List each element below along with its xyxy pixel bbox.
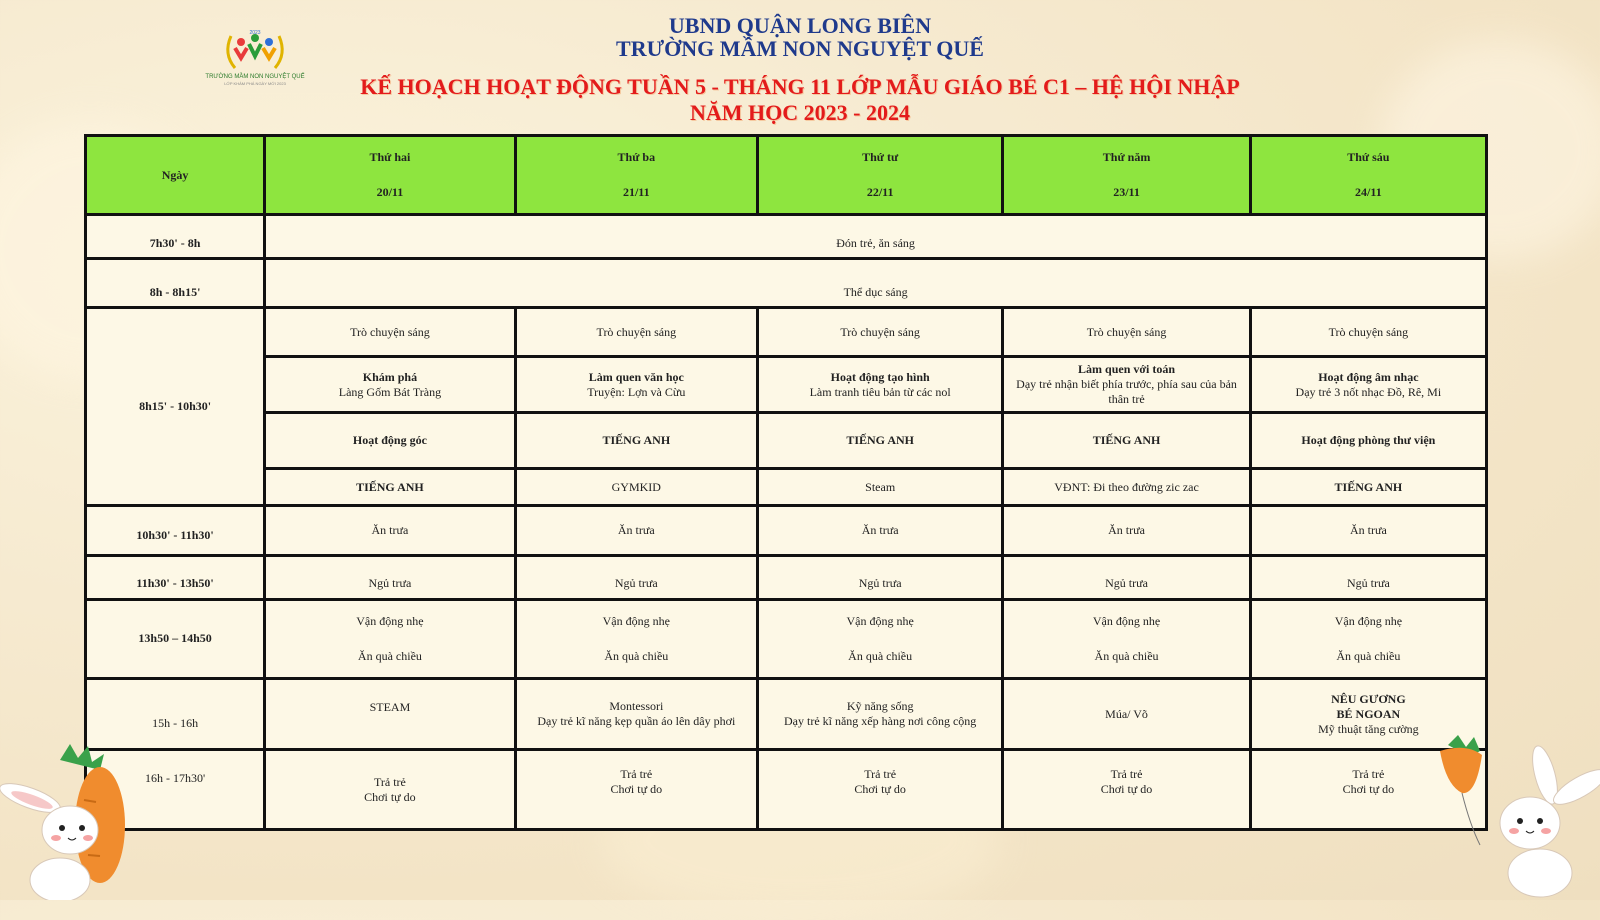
snack-text: Ăn quà chiều [604,648,669,663]
day-date: 22/11 [866,185,894,200]
table-row [86,215,1487,259]
lesson-detail: Dạy trẻ kĩ năng kẹp quần áo lên dây phơi [537,714,736,729]
table-row [86,555,1487,599]
logo-tagline: LỚP KHÁM PHÁ NGÀY MỚI 2023 [224,81,286,86]
table-header-row [86,136,1487,215]
time-cell: 8h15' - 10h30' [86,308,265,506]
play-text: Chơi tự do [854,782,906,797]
lesson-cell [1250,357,1486,413]
logo-school-name: TRƯỜNG MẦM NON NGUYỆT QUẾ [205,74,305,80]
activity-cell [515,679,757,750]
activity-cell [265,750,515,830]
weekly-schedule-table [84,134,1488,831]
snack-text: Ăn quà chiều [357,648,422,663]
day-date: 24/11 [1355,185,1382,200]
activity-cell [757,750,1002,830]
play-text: Chơi tự do [364,789,416,804]
day-name: Thứ tư [862,150,899,165]
table-row [86,357,1487,413]
return-text: Trả trẻ [864,767,897,782]
day-date: 20/11 [376,185,404,200]
snack-text: Ăn quà chiều [1094,648,1159,663]
day-header-cell: Ngày [86,136,265,215]
activity-cell [757,599,1002,678]
snack-text: Ăn quà chiều [1336,648,1401,663]
activity-cell: Hoạt động góc [265,413,515,469]
plan-title: KẾ HOẠCH HOẠT ĐỘNG TUẦN 5 - THÁNG 11 LỚP MẪU GIÁO BÉ C1 – HỆ HỘI NHẬP [360,74,1240,99]
activity-cell [1003,599,1250,678]
activity-cell: VĐNT: Đi theo đường zic zac [1003,469,1250,506]
lesson-cell [757,357,1002,413]
activity-cell [515,750,757,830]
lesson-title: NÊU GƯƠNG [1331,691,1406,706]
activity-cell: Ngủ trưa [1250,555,1486,599]
header-organization [0,14,1600,60]
return-text: Trả trẻ [1110,767,1143,782]
header-plan [0,74,1600,126]
lesson-title: Hoạt động tạo hình [830,369,930,384]
day-header-fri [1250,136,1486,215]
activity-cell [757,679,1002,750]
activity-cell: Đón trẻ, ăn sáng [265,215,1487,259]
time-cell: 8h - 8h15' [86,259,265,308]
activity-cell: Trò chuyện sáng [1250,308,1486,357]
activity-cell: Hoạt động phòng thư viện [1250,413,1486,469]
day-header-wed [757,136,1002,215]
bunny-carrot-left-icon [0,740,140,900]
activity-cell: Ngủ trưa [1003,555,1250,599]
table-row [86,679,1487,750]
snack-text: Ăn quà chiều [848,648,913,663]
activity-cell: Ngủ trưa [757,555,1002,599]
lesson-title: Kỹ năng sống [846,699,914,714]
activity-cell: Múa/ Võ [1003,679,1250,750]
lesson-title: Khám phá [362,369,418,384]
time-cell: 7h30' - 8h [86,215,265,259]
day-name: Thứ năm [1102,150,1151,165]
time-cell: 13h50 – 14h50 [86,599,265,678]
lesson-cell [265,357,515,413]
time-cell: 11h30' - 13h50' [86,555,265,599]
lesson-title: BÉ NGOAN [1336,706,1401,721]
activity-cell: TIẾNG ANH [515,413,757,469]
day-name: Thứ hai [369,150,411,165]
activity-cell: Ngủ trưa [265,555,515,599]
exercise-text: Vận động nhẹ [1334,613,1403,628]
activity-cell: TIẾNG ANH [1003,413,1250,469]
activity-cell: Ngủ trưa [515,555,757,599]
activity-cell: Trò chuyện sáng [757,308,1002,357]
day-date: 21/11 [622,185,650,200]
exercise-text: Vận động nhẹ [356,613,424,628]
logo-year: 2023 [249,30,261,36]
exercise-text: Vận động nhẹ [602,613,670,628]
lesson-cell [1003,357,1250,413]
return-text: Trả trẻ [373,774,406,789]
school-year: NĂM HỌC 2023 - 2024 [690,100,910,125]
lesson-detail: Mỹ thuật tăng cường [1318,721,1419,736]
time-cell: 16h - 17h30' [86,750,265,830]
lesson-detail: Dạy trẻ nhận biết phía trước, phía sau của bản thân trẻ [1016,377,1237,407]
activity-cell [515,599,757,678]
play-text: Chơi tự do [1342,782,1395,797]
table-row [86,259,1487,308]
exercise-text: Vận động nhẹ [846,613,914,628]
return-text: Trả trẻ [620,767,653,782]
lesson-detail: Dạy trẻ 3 nốt nhạc Đồ, Rê, Mi [1295,384,1442,399]
table-row [86,413,1487,469]
activity-cell: Trò chuyện sáng [265,308,515,357]
play-text: Chơi tự do [1100,782,1153,797]
lesson-title: Montessori [609,699,664,714]
day-header-mon [265,136,515,215]
lesson-detail: Làm tranh tiêu bản từ các nol [809,384,951,399]
table-row [86,308,1487,357]
bunny-carrot-right-icon [1440,735,1600,900]
time-cell: 15h - 16h [86,679,265,750]
day-header-thu [1003,136,1250,215]
activity-cell: Ăn trưa [1250,505,1486,555]
lesson-title: Làm quen văn học [588,369,684,384]
lesson-detail: Làng Gốm Bát Tràng [338,384,442,399]
activity-cell: GYMKID [515,469,757,506]
activity-cell: Thể dục sáng [265,259,1487,308]
activity-cell [265,599,515,678]
return-text: Trả trẻ [1352,767,1385,782]
lesson-title: Làm quen với toán [1078,362,1176,377]
activity-cell: STEAM [265,679,515,750]
activity-cell: Trò chuyện sáng [1003,308,1250,357]
lesson-detail: Dạy trẻ kĩ năng xếp hàng nơi công cộng [784,714,977,729]
activity-cell: TIẾNG ANH [265,469,515,506]
exercise-text: Vận động nhẹ [1092,613,1161,628]
day-name: Thứ sáu [1347,150,1390,165]
activity-cell: TIẾNG ANH [757,413,1002,469]
day-header-tue [515,136,757,215]
activity-cell: TIẾNG ANH [1250,469,1486,506]
activity-cell: Ăn trưa [265,505,515,555]
activity-cell: Ăn trưa [757,505,1002,555]
time-cell: 10h30' - 11h30' [86,505,265,555]
lesson-detail: Truyện: Lợn và Cừu [587,384,686,399]
header-district: UBND QUẬN LONG BIÊN [668,13,932,38]
lesson-cell [515,357,757,413]
lesson-title: Hoạt động âm nhạc [1318,369,1419,384]
table-row [86,505,1487,555]
activity-cell [1003,750,1250,830]
activity-cell: Steam [757,469,1002,506]
day-name: Thứ ba [617,150,656,165]
table-row [86,750,1487,830]
activity-cell: Ăn trưa [1003,505,1250,555]
table-row [86,599,1487,678]
activity-cell: Ăn trưa [515,505,757,555]
activity-cell: Trò chuyện sáng [515,308,757,357]
activity-cell [1250,599,1486,678]
header-school: TRƯỜNG MẦM NON NGUYỆT QUẾ [616,36,984,61]
table-row [86,469,1487,506]
play-text: Chơi tự do [610,782,663,797]
day-date: 23/11 [1113,185,1140,200]
